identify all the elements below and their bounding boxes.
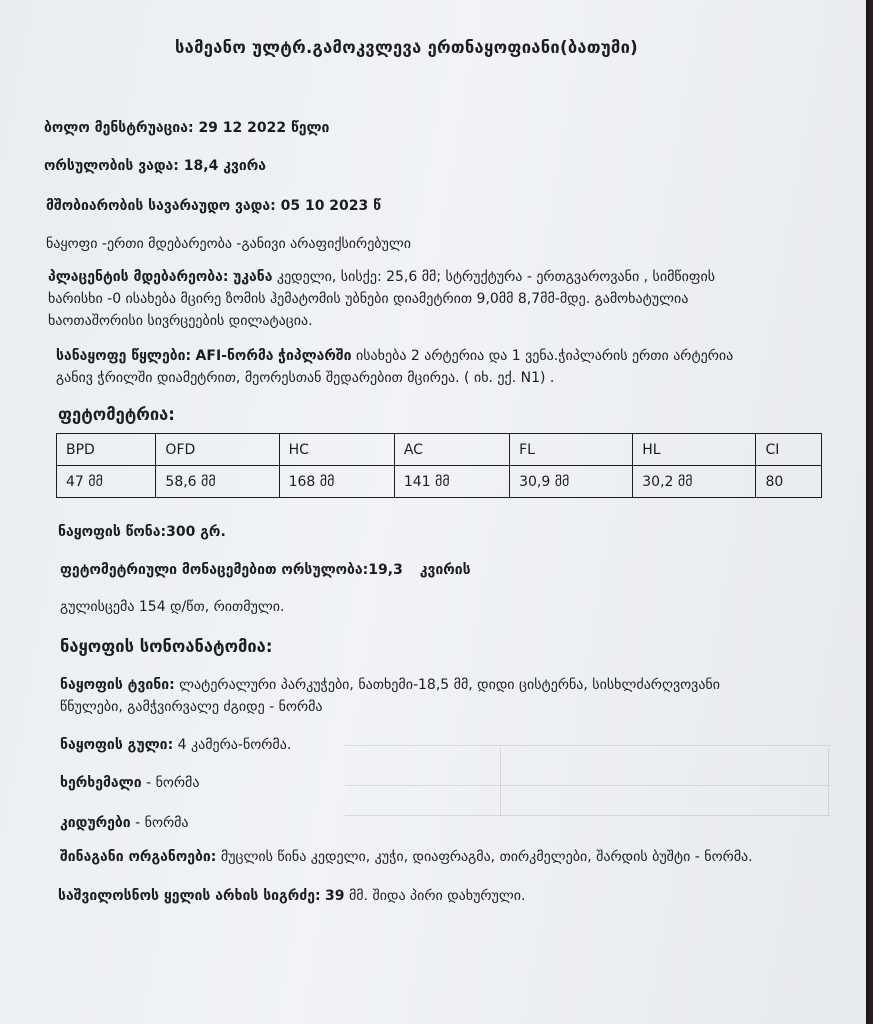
cord-label: ჭიპლარში (278, 348, 352, 364)
weight-value: 300 გრ. (166, 524, 226, 540)
heart-label: ნაყოფის გული: (60, 737, 174, 753)
document-title: სამეანო ულტრ.გამოკვლევა ერთნაყოფიანი(ბათუმი) (175, 38, 639, 57)
ga-unit: კვირა (223, 158, 267, 174)
lmp-value: 29 12 2022 (198, 120, 287, 136)
bleedthrough-line (345, 815, 830, 816)
gestational-age-row (44, 158, 266, 174)
sonoanatomy-heading: ნაყოფის სონოანატომია: (60, 637, 273, 656)
value-fl: 30,9 მმ (510, 466, 633, 498)
lmp-unit: წელი (291, 120, 330, 136)
fetometric-age-value: 19,3 (368, 562, 403, 578)
value-ofd: 58,6 მმ (156, 466, 279, 498)
placenta-line1: კედელი, სისქე: 25,6 მმ; სტრუქტურა - ერთგვაროვანი , სიმწიფის (276, 269, 716, 285)
header-ac: AC (394, 434, 509, 466)
header-hl: HL (633, 434, 756, 466)
ga-value: 18,4 (183, 158, 219, 174)
fetal-weight-row (58, 524, 226, 540)
limbs-row (60, 815, 189, 831)
afi-value: AFI-ნორმა (195, 348, 274, 364)
placenta-section (48, 266, 848, 332)
bleedthrough-line (828, 748, 829, 816)
ga-label: ორსულობის ვადა: (44, 158, 179, 174)
lmp-row (44, 120, 329, 136)
fetometric-age-unit: კვირის (419, 562, 471, 578)
placenta-line3: ხაოთაშორისი სივრცეების დილატაცია. (48, 313, 313, 329)
weight-label: ნაყოფის წონა: (58, 524, 167, 540)
spine-label: ხერხემალი (60, 775, 142, 791)
placenta-label: პლაცენტის მდებარეობა: (48, 269, 229, 285)
fetometric-age-row (60, 562, 471, 578)
value-ac: 141 მმ (394, 466, 509, 498)
limbs-label: კიდურები (60, 815, 131, 831)
heart-row (60, 737, 291, 753)
brain-line1: ლატერალური პარკუჭები, ნათხემი-18,5 მმ, დიდი ცისტერნა, სისხლძარღვოვანი (179, 677, 720, 693)
amniotic-section (56, 345, 846, 389)
brain-line2: წნულები, გამჭვირვალე ძგიდე - ნორმა (60, 699, 323, 715)
brain-section (60, 674, 840, 718)
amniotic-line2: განივ ჭრილში დიამეტრით, მეორესთან შედარებით მცირეა. ( იხ. ექ. N1) . (56, 370, 555, 386)
bleedthrough-line (345, 745, 830, 746)
fetus-position: ნაყოფი -ერთი მდებარეობა -განივი არაფიქსირებული (46, 236, 412, 252)
amniotic-line1: ისახება 2 არტერია და 1 ვენა.ჭიპლარის ერთი არტერია (355, 348, 734, 364)
due-date-unit: წ (373, 198, 381, 214)
value-hc: 168 მმ (279, 466, 394, 498)
spine-value: - ნორმა (146, 775, 200, 791)
organs-label: შინაგანი ორგანოები: (60, 849, 217, 865)
value-hl: 30,2 მმ (633, 466, 756, 498)
bleedthrough-line (345, 785, 830, 786)
placenta-line2: ხარისხი -0 ისახება მცირე ზომის ჰემატომის უბნები დიამეტრით 9,0მმ 8,7მმ-მდე. გამოხატულია (48, 291, 689, 307)
cervix-row (58, 888, 525, 904)
due-date-row (46, 198, 381, 214)
header-fl: FL (510, 434, 633, 466)
internal-organs-row (60, 849, 753, 865)
fetometry-value-row (57, 466, 822, 498)
due-date-value: 05 10 2023 (280, 198, 369, 214)
header-bpd: BPD (57, 434, 156, 466)
fetometry-heading: ფეტომეტრია: (58, 405, 175, 424)
cervix-label: საშვილოსნოს ყელის არხის სიგრძე: (58, 888, 321, 904)
heart-rate: გულისცემა 154 დ/წთ, რითმული. (60, 599, 285, 615)
spine-row (60, 775, 199, 791)
fetometric-age-label: ფეტომეტრიული მონაცემებით ორსულობა: (60, 562, 369, 578)
value-ci: 80 (756, 466, 822, 498)
cervix-value: 39 (325, 888, 345, 904)
organs-value: მუცლის წინა კედელი, კუჭი, დიაფრაგმა, თირკმელები, შარდის ბუშტი - ნორმა. (220, 849, 753, 865)
header-hc: HC (279, 434, 394, 466)
limbs-value: - ნორმა (135, 815, 189, 831)
bleedthrough-line (500, 748, 501, 816)
cervix-rest: მმ. შიდა პირი დახურული. (348, 888, 526, 904)
value-bpd: 47 მმ (57, 466, 156, 498)
header-ci: CI (756, 434, 822, 466)
fetometry-table (56, 433, 822, 498)
header-ofd: OFD (156, 434, 279, 466)
heart-value: 4 კამერა-ნორმა. (177, 737, 292, 753)
amniotic-label: სანაყოფე წყლები: (56, 348, 192, 364)
brain-label: ნაყოფის ტვინი: (60, 677, 175, 693)
due-date-label: მშობიარობის სავარაუდო ვადა: (46, 198, 276, 214)
lmp-label: ბოლო მენსტრუაცია: (44, 120, 194, 136)
placenta-location: უკანა (232, 269, 273, 285)
fetometry-header-row (57, 434, 822, 466)
